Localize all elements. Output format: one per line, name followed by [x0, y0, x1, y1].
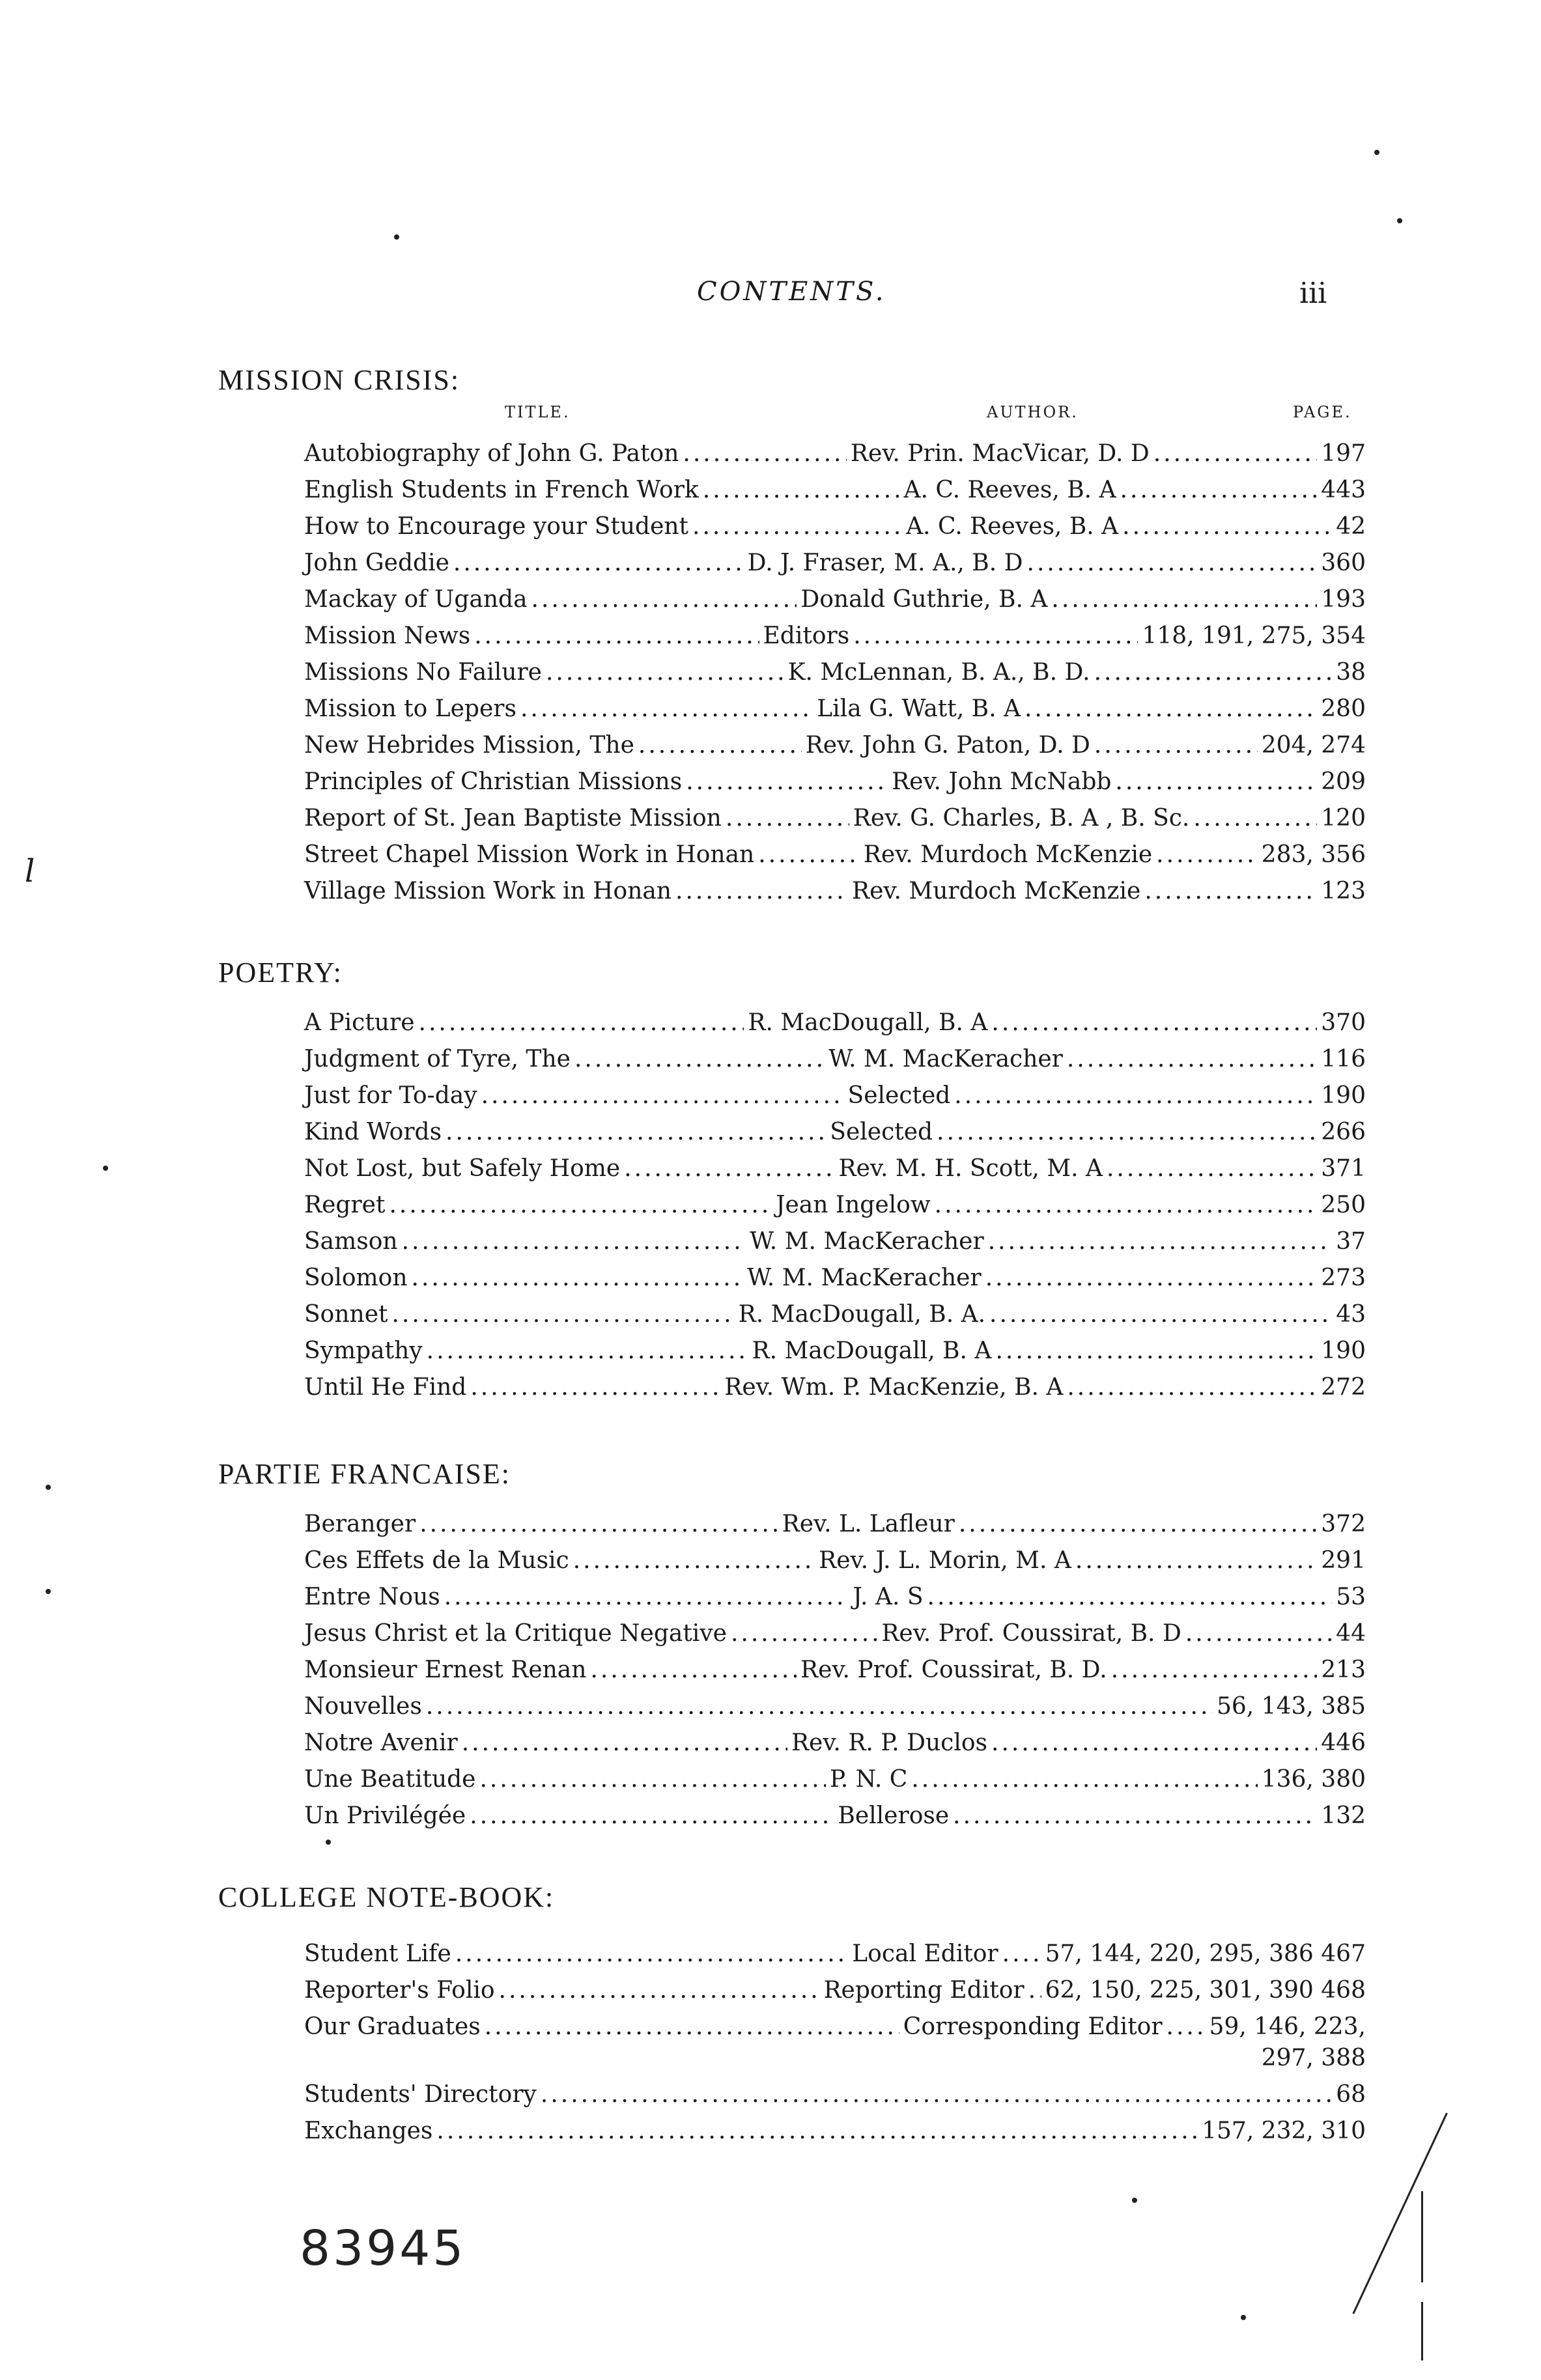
dot-leader — [731, 1616, 877, 1652]
entry-author: Jean Ingelow — [776, 1192, 931, 1218]
entry-title: Solomon — [304, 1265, 408, 1291]
dot-leader — [683, 436, 847, 472]
entry-title: Judgment of Tyre, The — [304, 1046, 571, 1072]
entry-author: Donald Guthrie, B. A — [800, 586, 1048, 613]
entry-list — [304, 1005, 1366, 1406]
dot-leader — [541, 2077, 1332, 2113]
dot-leader — [991, 1725, 1317, 1761]
dot-leader — [911, 1761, 1257, 1798]
entry-title: Exchanges — [304, 2118, 433, 2144]
entry-title: Sonnet — [304, 1301, 388, 1328]
running-head — [0, 277, 1541, 322]
dot-leader — [624, 1151, 834, 1187]
entry-author: D. J. Fraser, M. A., B. D — [747, 550, 1023, 576]
entry-title: Un Privilégée — [304, 1802, 466, 1829]
entry-title: Street Chapel Mission Work in Honan — [304, 841, 755, 868]
toc-entry — [304, 1506, 1366, 1543]
dot-leader — [726, 800, 849, 837]
entry-author: Bellerose — [838, 1802, 950, 1829]
entry-title: Ces Effets de la Music — [304, 1547, 569, 1574]
dot-leader — [419, 1005, 744, 1041]
toc-entry — [304, 800, 1366, 837]
toc-entry — [304, 1333, 1366, 1369]
entry-author: R. MacDougall, B. A. — [738, 1301, 986, 1328]
section-title: POETRY: — [218, 957, 343, 988]
dot-leader — [995, 1333, 1317, 1369]
toc-entry — [304, 1041, 1366, 1078]
entry-pages: 280 — [1321, 695, 1366, 722]
entry-pages: 372 — [1321, 1511, 1366, 1537]
entry-title: Regret — [304, 1192, 386, 1218]
toc-entry — [304, 1369, 1366, 1406]
dot-leader — [520, 691, 813, 727]
dot-leader — [1156, 837, 1258, 873]
entry-title: Mackay of Uganda — [304, 586, 528, 613]
entry-pages: 157, 232, 310 — [1202, 2118, 1366, 2144]
dot-leader — [436, 2113, 1198, 2149]
entry-pages: 446 — [1321, 1729, 1366, 1756]
entry-title: Sympathy — [304, 1337, 423, 1364]
entry-title: Students' Directory — [304, 2081, 537, 2108]
dot-leader — [988, 1224, 1332, 1260]
dot-leader — [426, 1688, 1213, 1725]
entry-pages: 272 — [1321, 1374, 1366, 1401]
entry-author: J. A. S — [853, 1584, 924, 1610]
toc-entry — [304, 1078, 1366, 1114]
entry-pages: 190 — [1321, 1082, 1366, 1109]
dot-leader — [391, 1296, 734, 1333]
dot-leader — [1027, 545, 1318, 581]
entry-pages: 43 — [1336, 1301, 1366, 1328]
dot-leader — [1185, 1616, 1332, 1652]
entry-author: K. McLennan, B. A., B. D. — [787, 659, 1090, 686]
entry-pages: 193 — [1321, 586, 1366, 613]
dot-leader — [959, 1506, 1317, 1543]
entry-title: A Picture — [304, 1009, 415, 1036]
entry-title: Missions No Failure — [304, 659, 542, 686]
entry-author: Rev. Prof. Coussirat, B. D — [881, 1620, 1181, 1647]
toc-entry — [304, 1616, 1366, 1652]
dot-leader — [989, 1296, 1332, 1333]
dot-leader — [703, 472, 900, 509]
dot-leader — [1075, 1543, 1317, 1579]
toc-entry — [304, 1296, 1366, 1333]
entry-pages: 273 — [1321, 1265, 1366, 1291]
dot-leader — [445, 1114, 826, 1151]
entry-pages: 136, 380 — [1261, 1766, 1366, 1793]
entry-pages: 44 — [1336, 1620, 1366, 1647]
toc-entry — [304, 2009, 1366, 2077]
entry-title: Mission to Lepers — [304, 695, 516, 722]
entry-pages: 291 — [1321, 1547, 1366, 1574]
toc-entry — [304, 1260, 1366, 1296]
dot-leader — [453, 545, 744, 581]
dot-leader — [485, 2009, 899, 2045]
dot-leader — [531, 581, 797, 618]
toc-entry — [304, 1187, 1366, 1224]
entry-title: How to Encourage your Student — [304, 513, 689, 540]
column-header-page: PAGE. — [1293, 403, 1352, 421]
dot-leader — [455, 1936, 848, 1972]
dot-leader — [758, 837, 860, 873]
entry-title: Jesus Christ et la Critique Negative — [304, 1620, 727, 1647]
entry-pages: 37 — [1336, 1228, 1366, 1255]
entry-author: P. N. C — [829, 1766, 908, 1793]
margin-pencil-stroke — [1421, 2302, 1423, 2360]
entry-title: Autobiography of John G. Paton — [304, 440, 679, 467]
dot-leader — [590, 1652, 797, 1688]
toc-entry — [304, 1972, 1366, 2009]
entry-title: Village Mission Work in Honan — [304, 878, 672, 904]
entry-title: Until He Find — [304, 1374, 467, 1401]
entry-pages: 370 — [1321, 1009, 1366, 1036]
entry-pages: 53 — [1336, 1584, 1366, 1610]
entry-title: Principles of Christian Missions — [304, 768, 683, 795]
dot-leader — [686, 764, 888, 800]
entry-author: Rev. John G. Paton, D. D — [805, 732, 1090, 759]
toc-entry — [304, 2077, 1366, 2113]
toc-entry — [304, 691, 1366, 727]
entry-pages: 250 — [1321, 1192, 1366, 1218]
entry-pages: 118, 191, 275, 354 — [1142, 623, 1366, 649]
dot-leader — [546, 654, 784, 691]
scan-speck — [1397, 218, 1402, 223]
toc-entry — [304, 2113, 1366, 2149]
entry-author: Rev. J. L. Morin, M. A — [819, 1547, 1071, 1574]
dot-leader — [954, 1078, 1317, 1114]
toc-entry — [304, 618, 1366, 654]
entry-pages: 57, 144, 220, 295, 386 467 — [1045, 1940, 1366, 1967]
entry-author: Rev. Murdoch McKenzie — [851, 878, 1141, 904]
entry-pages: 190 — [1321, 1337, 1366, 1364]
dot-leader — [444, 1579, 849, 1616]
entry-title: Our Graduates — [304, 2013, 481, 2040]
dot-leader — [1094, 654, 1333, 691]
entry-author: Rev. Prin. MacVicar, D. D — [850, 440, 1150, 467]
entry-pages: 120 — [1321, 805, 1366, 832]
toc-entry — [304, 654, 1366, 691]
dot-leader — [1094, 727, 1258, 764]
entry-title: Kind Words — [304, 1119, 442, 1145]
toc-entry — [304, 581, 1366, 618]
dot-leader — [1166, 2009, 1206, 2045]
toc-entry — [304, 1005, 1366, 1041]
dot-leader — [499, 1972, 820, 2009]
entry-author: Editors — [763, 623, 850, 649]
entry-author: W. M. MacKeracher — [747, 1265, 982, 1291]
dot-leader — [1111, 1652, 1318, 1688]
entry-pages: 132 — [1321, 1802, 1366, 1829]
entry-title: Just for To-day — [304, 1082, 477, 1109]
dot-leader — [638, 727, 802, 764]
entry-author: Rev. R. P. Duclos — [791, 1729, 987, 1756]
page-number: iii — [1299, 277, 1327, 310]
dot-leader — [991, 1005, 1317, 1041]
toc-entry — [304, 837, 1366, 873]
entry-pages: 371 — [1321, 1155, 1366, 1182]
entry-author: Rev. G. Charles, B. A , B. Sc. — [853, 805, 1190, 832]
section-title: PARTIE FRANCAISE: — [218, 1458, 511, 1490]
entry-pages: 360 — [1321, 550, 1366, 576]
dot-leader — [389, 1187, 772, 1224]
scan-speck — [1132, 2198, 1137, 2203]
entry-list — [304, 1936, 1366, 2149]
toc-entry — [304, 1151, 1366, 1187]
entry-pages: 197 — [1321, 440, 1366, 467]
entry-pages: 266 — [1321, 1119, 1366, 1145]
dot-leader — [474, 618, 759, 654]
entry-author: W. M. MacKeracher — [828, 1046, 1063, 1072]
dot-leader — [573, 1543, 815, 1579]
entry-title: Not Lost, but Safely Home — [304, 1155, 621, 1182]
dot-leader — [935, 1187, 1318, 1224]
entry-pages: 283, 356 — [1261, 841, 1366, 868]
toc-entry — [304, 1114, 1366, 1151]
dot-leader — [1144, 873, 1317, 910]
margin-handwritten-mark: l — [25, 853, 35, 889]
dot-leader — [412, 1260, 744, 1296]
toc-entry — [304, 873, 1366, 910]
toc-entry — [304, 509, 1366, 545]
dot-leader — [479, 1761, 825, 1798]
entry-title: Entre Nous — [304, 1584, 440, 1610]
dot-leader — [462, 1725, 787, 1761]
toc-entry — [304, 1543, 1366, 1579]
entry-author: A. C. Reeves, B. A — [903, 477, 1116, 503]
entry-title: Monsieur Ernest Renan — [304, 1657, 587, 1683]
section-mission-crisis — [218, 361, 1378, 910]
entry-author: Local Editor — [852, 1940, 998, 1967]
entry-title: Nouvelles — [304, 1693, 422, 1720]
entry-author: Rev. Prof. Coussirat, B. D. — [800, 1657, 1107, 1683]
section-college-note-book — [218, 1879, 1378, 2149]
dot-leader — [1115, 764, 1317, 800]
dot-leader — [1067, 1369, 1317, 1406]
dot-leader — [1028, 1972, 1041, 2009]
toc-entry — [304, 764, 1366, 800]
entry-list — [304, 1506, 1366, 1834]
entry-pages: 42 — [1336, 513, 1366, 540]
dot-leader — [1002, 1936, 1041, 1972]
scan-speck — [1241, 2315, 1246, 2320]
entry-title: English Students in French Work — [304, 477, 699, 503]
entry-title: Une Beatitude — [304, 1766, 476, 1793]
entry-pages: 38 — [1336, 659, 1366, 686]
entry-pages: 59, 146, 223, 297, 388 — [1209, 2013, 1366, 2071]
entry-title: John Geddie — [304, 550, 449, 576]
dot-leader — [470, 1369, 720, 1406]
dot-leader — [1067, 1041, 1317, 1078]
section-title: COLLEGE NOTE-BOOK: — [218, 1881, 555, 1913]
entry-pages: 56, 143, 385 — [1216, 1693, 1366, 1720]
scan-speck — [326, 1840, 331, 1845]
scan-speck — [1374, 150, 1379, 155]
column-header-title: TITLE. — [505, 403, 571, 421]
dot-leader — [402, 1224, 746, 1260]
toc-entry — [304, 1761, 1366, 1798]
entry-pages: 209 — [1321, 768, 1366, 795]
entry-author: Rev. John McNabb — [892, 768, 1112, 795]
dot-leader — [574, 1041, 825, 1078]
entry-list — [304, 436, 1366, 910]
entry-author: W. M. MacKeracher — [750, 1228, 984, 1255]
entry-author: Rev. Wm. P. MacKenzie, B. A — [724, 1374, 1064, 1401]
dot-leader — [692, 509, 902, 545]
dot-leader — [419, 1506, 778, 1543]
dot-leader — [470, 1798, 834, 1834]
dot-leader — [1153, 436, 1318, 472]
entry-title: Reporter's Folio — [304, 1977, 495, 2004]
entry-title: Samson — [304, 1228, 398, 1255]
entry-pages: 443 — [1321, 477, 1366, 503]
entry-title: Report of St. Jean Baptiste Mission — [304, 805, 722, 832]
section-poetry — [218, 954, 1378, 1406]
entry-author: Rev. L. Lafleur — [782, 1511, 955, 1537]
entry-author: Selected — [847, 1082, 951, 1109]
margin-pencil-stroke — [1421, 2191, 1423, 2282]
entry-title: New Hebrides Mission, The — [304, 732, 634, 759]
toc-entry — [304, 1224, 1366, 1260]
entry-author: Selected — [830, 1119, 933, 1145]
scan-speck — [46, 1485, 51, 1490]
entry-author: R. MacDougall, B. A — [748, 1009, 988, 1036]
entry-pages: 123 — [1321, 878, 1366, 904]
entry-author: Rev. M. H. Scott, M. A — [838, 1155, 1103, 1182]
dot-leader — [427, 1333, 748, 1369]
entry-pages: 62, 150, 225, 301, 390 468 — [1045, 1977, 1366, 2004]
entry-title: Beranger — [304, 1511, 416, 1537]
column-header-author: AUTHOR. — [987, 403, 1079, 421]
toc-entry — [304, 1936, 1366, 1972]
dot-leader — [1051, 581, 1317, 618]
entry-author: Reporting Editor — [823, 1977, 1025, 2004]
entry-author: R. MacDougall, B. A — [752, 1337, 992, 1364]
entry-pages: 204, 274 — [1261, 732, 1366, 759]
dot-leader — [1122, 509, 1332, 545]
running-title: CONTENTS. — [697, 277, 886, 307]
entry-pages: 68 — [1336, 2081, 1366, 2108]
toc-entry — [304, 1652, 1366, 1688]
toc-entry — [304, 1725, 1366, 1761]
entry-pages: 213 — [1321, 1657, 1366, 1683]
dot-leader — [1025, 691, 1317, 727]
toc-entry — [304, 727, 1366, 764]
dot-leader — [853, 618, 1138, 654]
column-headers — [218, 399, 1378, 436]
scan-speck — [103, 1166, 108, 1171]
dot-leader — [1120, 472, 1318, 509]
dot-leader — [953, 1798, 1317, 1834]
dot-leader — [1107, 1151, 1317, 1187]
dot-leader — [1193, 800, 1317, 837]
toc-entry — [304, 1579, 1366, 1616]
entry-author: A. C. Reeves, B. A — [906, 513, 1119, 540]
dot-leader — [937, 1114, 1317, 1151]
toc-entry — [304, 1688, 1366, 1725]
section-partie-francaise — [218, 1455, 1378, 1834]
handwritten-accession-number: 83945 — [300, 2220, 466, 2276]
dot-leader — [927, 1579, 1333, 1616]
entry-title: Student Life — [304, 1940, 451, 1967]
entry-title: Mission News — [304, 623, 471, 649]
toc-entry — [304, 436, 1366, 472]
scan-speck — [46, 1589, 51, 1594]
entry-author: Rev. Murdoch McKenzie — [863, 841, 1153, 868]
toc-entry — [304, 472, 1366, 509]
entry-pages: 116 — [1321, 1046, 1366, 1072]
section-title: MISSION CRISIS: — [218, 364, 460, 396]
toc-entry — [304, 1798, 1366, 1834]
entry-author: Lila G. Watt, B. A — [817, 695, 1021, 722]
scan-speck — [394, 234, 399, 240]
entry-author: Corresponding Editor — [903, 2013, 1163, 2040]
dot-leader — [985, 1260, 1318, 1296]
dot-leader — [481, 1078, 844, 1114]
entry-title: Notre Avenir — [304, 1729, 458, 1756]
dot-leader — [675, 873, 848, 910]
toc-entry — [304, 545, 1366, 581]
